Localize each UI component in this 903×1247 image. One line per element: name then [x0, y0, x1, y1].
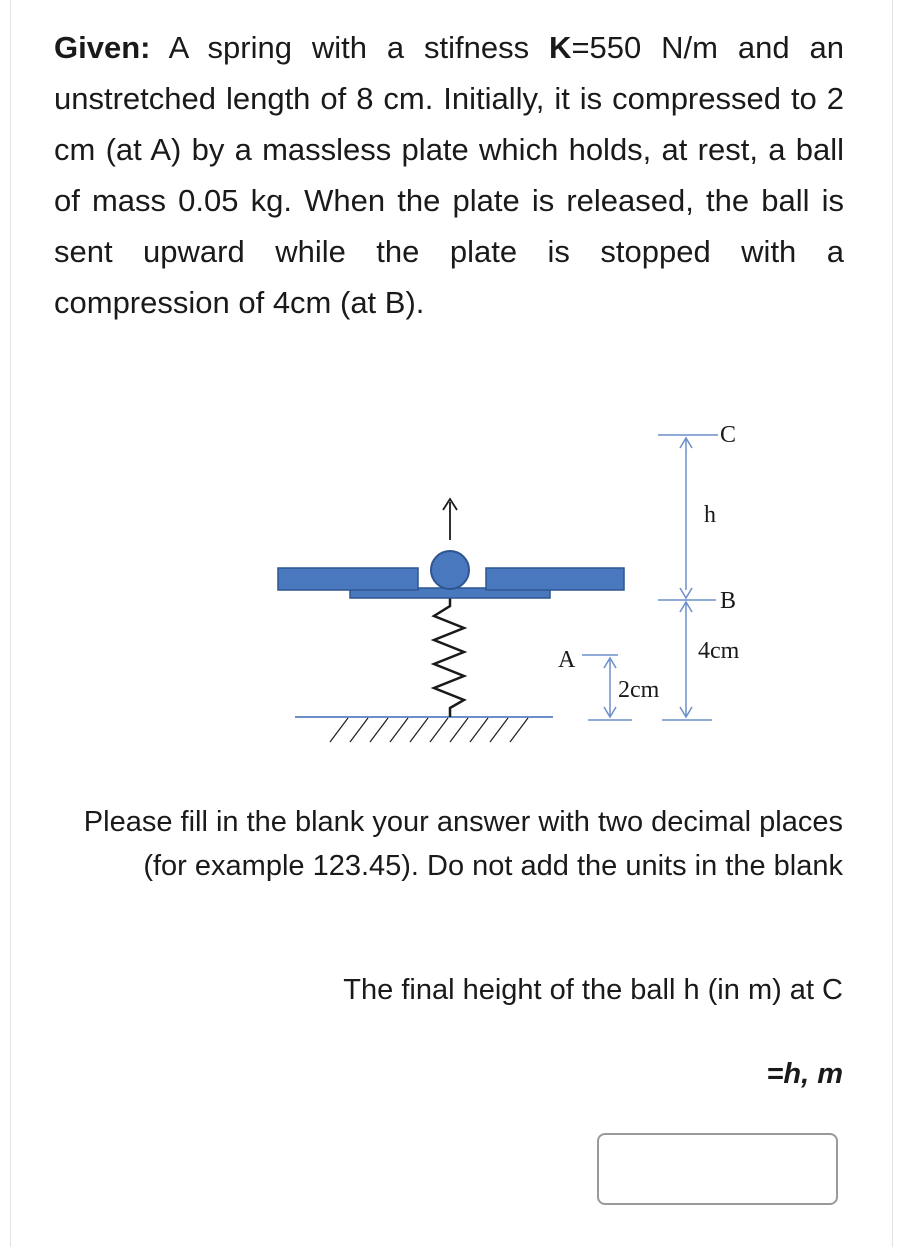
label-2cm: 2cm: [618, 677, 660, 703]
label-b: B: [720, 588, 737, 614]
k-label: K: [549, 30, 572, 65]
right-plate: [486, 568, 624, 590]
answer-input[interactable]: [597, 1133, 838, 1205]
label-4cm: 4cm: [698, 638, 740, 664]
answer-label: =h, m: [766, 1058, 843, 1090]
label-c: C: [720, 422, 737, 448]
spring-diagram: [270, 410, 770, 750]
instructions-text: Please fill in the blank your answer with two decimal places (for example 123.45). Do not add the units in the blank: [83, 806, 843, 882]
spring: [434, 596, 464, 717]
ground-hatch: [330, 718, 528, 742]
question-text: The final height of the ball h (in m) at C: [343, 974, 843, 1006]
label-a: A: [558, 647, 576, 673]
left-plate: [278, 568, 418, 590]
ball: [431, 551, 469, 589]
problem-text-2: =550 N/m and an unstretched length of 8 cm. Initially, it is compressed to 2 cm (at A) by a massless plate which holds, at rest, a ball of mass 0.05 kg. When the plate is released, the ball is sent upward while the plate is stopped with a compression of 4cm (at B).: [54, 30, 844, 320]
problem-text-1: A spring with a stifness: [150, 30, 550, 65]
problem-statement: [54, 22, 844, 328]
given-label: Given:: [54, 30, 151, 65]
label-h: h: [704, 502, 716, 528]
